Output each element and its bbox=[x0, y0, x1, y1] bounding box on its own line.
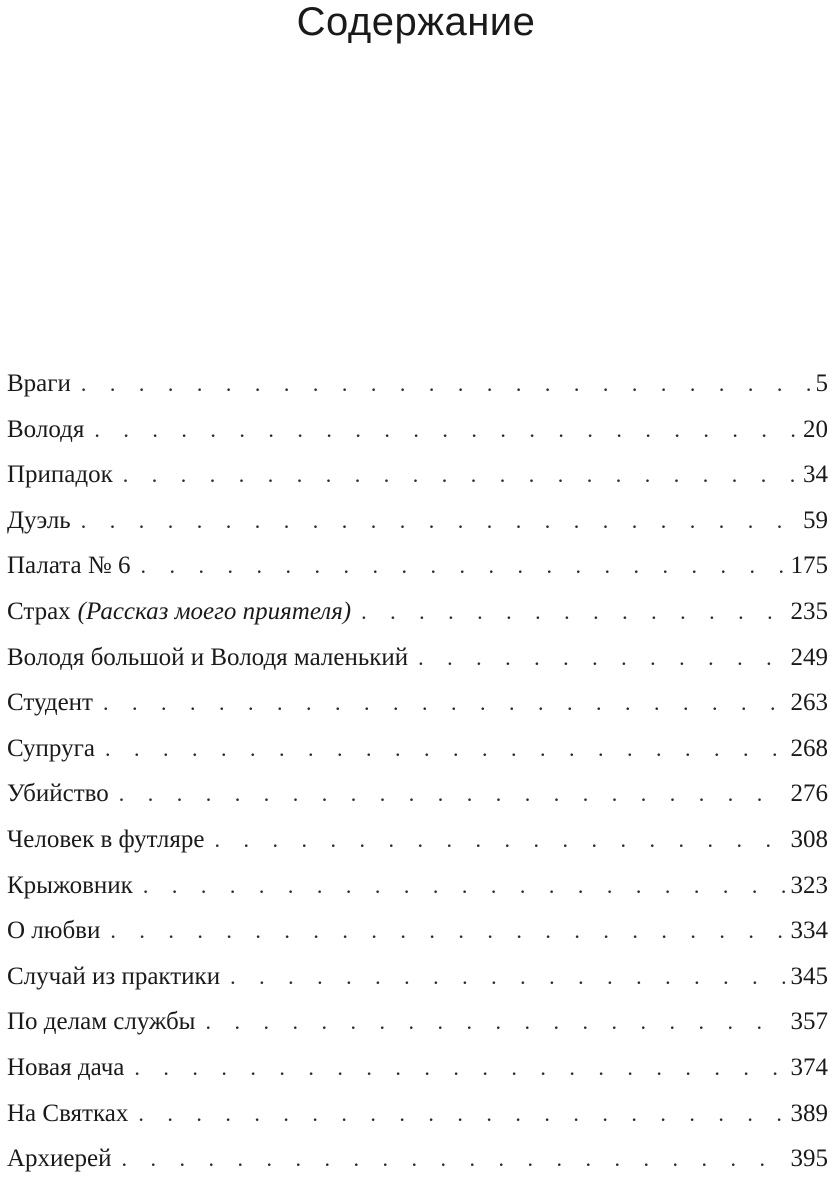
entry-page-number: 249 bbox=[790, 643, 828, 671]
entry-title bbox=[7, 452, 123, 498]
entry-title-text: Случай из практики bbox=[7, 962, 221, 990]
toc-entry-6[interactable] bbox=[7, 589, 828, 635]
toc-entry-17[interactable] bbox=[7, 1091, 828, 1137]
entry-page-number: 5 bbox=[815, 370, 828, 397]
toc-entry-1[interactable] bbox=[7, 361, 828, 407]
dot-leader bbox=[138, 1091, 784, 1137]
entry-title-text: О любви bbox=[7, 917, 101, 945]
toc-entry-10[interactable] bbox=[7, 771, 828, 817]
dot-leader bbox=[143, 863, 785, 909]
toc-entry-5[interactable] bbox=[7, 543, 828, 589]
dot-leader bbox=[123, 452, 797, 498]
entry-title-text: Новая дача bbox=[7, 1053, 125, 1081]
toc-entry-13[interactable] bbox=[7, 908, 828, 954]
entry-page-number: 276 bbox=[790, 780, 828, 808]
entry-page-number: 59 bbox=[803, 506, 828, 534]
entry-title-text: Дуэль bbox=[7, 506, 71, 534]
dot-leader bbox=[230, 954, 784, 1000]
entry-title bbox=[7, 817, 214, 863]
entry-page-number: 34 bbox=[803, 461, 828, 489]
toc-entry-3[interactable] bbox=[7, 452, 828, 498]
entry-page-number: 357 bbox=[790, 1008, 828, 1036]
entry-page-number: 345 bbox=[790, 962, 828, 990]
dot-leader bbox=[81, 498, 797, 544]
entry-title bbox=[7, 635, 418, 681]
entry-title-text: Володя большой и Володя маленький bbox=[7, 643, 409, 671]
dot-leader bbox=[81, 361, 810, 407]
entry-title bbox=[7, 954, 230, 1000]
entry-title-text: По делам службы bbox=[7, 1008, 196, 1036]
entry-title bbox=[7, 543, 140, 589]
entry-subtitle: (Рассказ моего приятеля) bbox=[77, 597, 352, 625]
entry-page-number: 334 bbox=[790, 917, 828, 945]
dot-leader bbox=[105, 726, 785, 772]
entry-title bbox=[7, 361, 81, 407]
entry-title bbox=[7, 908, 110, 954]
entry-title bbox=[7, 407, 94, 453]
entry-title-text: Страх bbox=[7, 597, 71, 625]
page-title: Содержание bbox=[296, 0, 536, 44]
dot-leader bbox=[119, 771, 785, 817]
entry-page-number: 395 bbox=[790, 1145, 828, 1173]
dot-leader bbox=[122, 1136, 785, 1182]
toc-entry-11[interactable] bbox=[7, 817, 828, 863]
entry-title-text: Студент bbox=[7, 689, 93, 717]
entry-title-text: Крыжовник bbox=[7, 871, 133, 899]
entry-title bbox=[7, 863, 143, 909]
entry-title bbox=[7, 589, 361, 635]
entry-title bbox=[7, 1045, 134, 1091]
entry-title-text: Палата № 6 bbox=[7, 552, 131, 580]
dot-leader bbox=[214, 817, 784, 863]
dot-leader bbox=[205, 999, 784, 1045]
dot-leader bbox=[361, 589, 784, 635]
entry-title bbox=[7, 771, 119, 817]
entry-title bbox=[7, 999, 205, 1045]
table-of-contents bbox=[7, 361, 828, 1182]
dot-leader bbox=[134, 1045, 784, 1091]
entry-page-number: 389 bbox=[790, 1099, 828, 1127]
entry-title-text: Убийство bbox=[7, 780, 109, 808]
toc-entry-9[interactable] bbox=[7, 726, 828, 772]
dot-leader bbox=[140, 543, 784, 589]
dot-leader bbox=[110, 908, 784, 954]
entry-page-number: 235 bbox=[790, 597, 828, 625]
entry-title bbox=[7, 498, 81, 544]
entry-page-number: 374 bbox=[790, 1053, 828, 1081]
entry-title-text: Человек в футляре bbox=[7, 825, 205, 853]
toc-entry-18[interactable] bbox=[7, 1136, 828, 1182]
entry-title bbox=[7, 680, 103, 726]
entry-title-text: Володя bbox=[7, 415, 85, 443]
entry-title bbox=[7, 1091, 138, 1137]
dot-leader bbox=[103, 680, 785, 726]
toc-entry-4[interactable] bbox=[7, 498, 828, 544]
toc-entry-14[interactable] bbox=[7, 954, 828, 1000]
toc-entry-12[interactable] bbox=[7, 863, 828, 909]
toc-entry-8[interactable] bbox=[7, 680, 828, 726]
entry-title bbox=[7, 1136, 122, 1182]
toc-entry-7[interactable] bbox=[7, 635, 828, 681]
entry-page-number: 323 bbox=[790, 871, 828, 899]
entry-page-number: 175 bbox=[790, 552, 828, 580]
toc-entry-16[interactable] bbox=[7, 1045, 828, 1091]
entry-title-text: На Святках bbox=[7, 1099, 129, 1127]
toc-entry-15[interactable] bbox=[7, 999, 828, 1045]
toc-entry-2[interactable] bbox=[7, 407, 828, 453]
entry-title-text: Припадок bbox=[7, 461, 113, 489]
entry-page-number: 268 bbox=[790, 734, 828, 762]
entry-page-number: 20 bbox=[803, 415, 828, 443]
dot-leader bbox=[94, 407, 797, 453]
entry-title bbox=[7, 726, 105, 772]
entry-title-text: Супруга bbox=[7, 734, 95, 762]
dot-leader bbox=[418, 635, 784, 681]
entry-title-text: Враги bbox=[7, 370, 71, 397]
entry-page-number: 308 bbox=[790, 825, 828, 853]
entry-page-number: 263 bbox=[790, 689, 828, 717]
entry-title-text: Архиерей bbox=[7, 1145, 112, 1173]
